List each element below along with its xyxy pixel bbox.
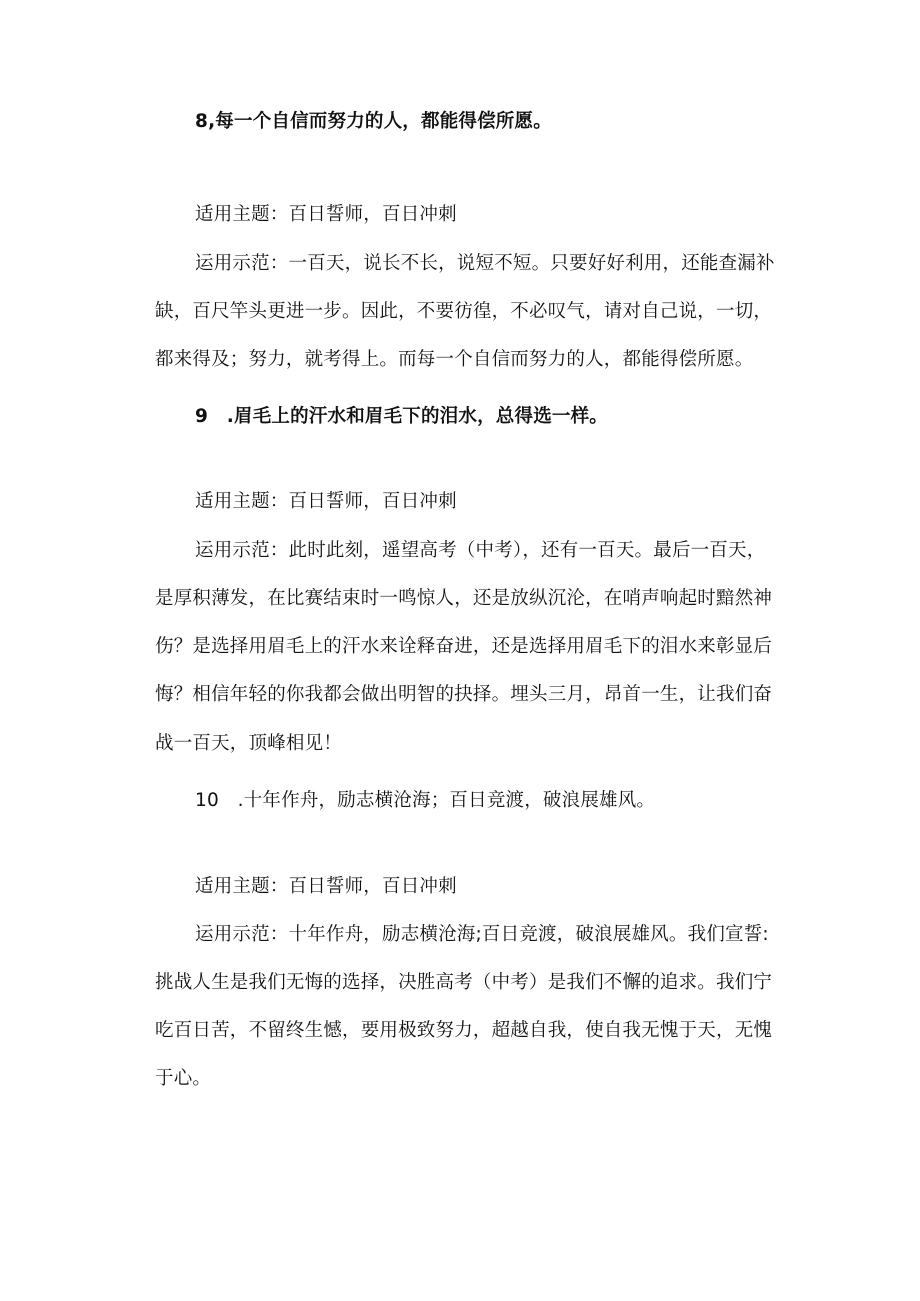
item-9-example-line-1: 运用示范：此时此刻，遥望高考（中考），还有一百天。最后一百天，	[195, 540, 766, 561]
item-9-theme: 适用主题：百日誓师，百日冲刺	[195, 491, 457, 512]
item-8-example-line-2: 缺，百尺竿头更进一步。因此，不要彷徨，不必叹气，请对自己说，一切，	[155, 301, 773, 322]
item-8-example-line-3: 都来得及；努力，就考得上。而每一个自信而努力的人，都能得偿所愿。	[155, 349, 754, 370]
item-10-heading: 10 .十年作舟，励志横沧海；百日竞渡，破浪展雄风。	[195, 790, 656, 811]
item-8-heading: 8,每一个自信而努力的人，都能得偿所愿。	[195, 111, 552, 132]
item-10-theme: 适用主题：百日誓师，百日冲刺	[195, 876, 457, 897]
item-9-example-line-3: 伤？是选择用眉毛上的汗水来诠释奋进，还是选择用眉毛下的泪水来彰显后	[155, 636, 773, 657]
item-8-theme: 适用主题：百日誓师，百日冲刺	[195, 204, 457, 225]
item-9-example-line-2: 是厚积薄发，在比赛结束时一鸣惊人，还是放纵沉沦，在哨声响起时黯然神	[155, 588, 773, 609]
item-10-example-line-2: 挑战人生是我们无悔的选择，决胜高考（中考）是我们不懈的追求。我们宁	[155, 972, 773, 993]
item-10-example-line-3: 吃百日苦，不留终生憾，要用极致努力，超越自我，使自我无愧于天，无愧	[155, 1020, 773, 1041]
item-9-heading: 9 .眉毛上的汗水和眉毛下的泪水，总得选一样。	[195, 406, 609, 427]
item-10-example-line-4: 于心。	[155, 1068, 212, 1089]
item-8-example-line-1: 运用示范：一百天，说长不长，说短不短。只要好好利用，还能查漏补	[195, 253, 775, 274]
item-9-example-line-4: 悔？相信年轻的你我都会做出明智的抉择。埋头三月，昂首一生，让我们奋	[155, 684, 773, 705]
item-9-example-line-5: 战一百天，顶峰相见！	[155, 733, 343, 754]
item-10-example-line-1: 运用示范：十年作舟，励志横沧海;百日竞渡，破浪展雄风。我们宣誓:	[195, 924, 769, 945]
